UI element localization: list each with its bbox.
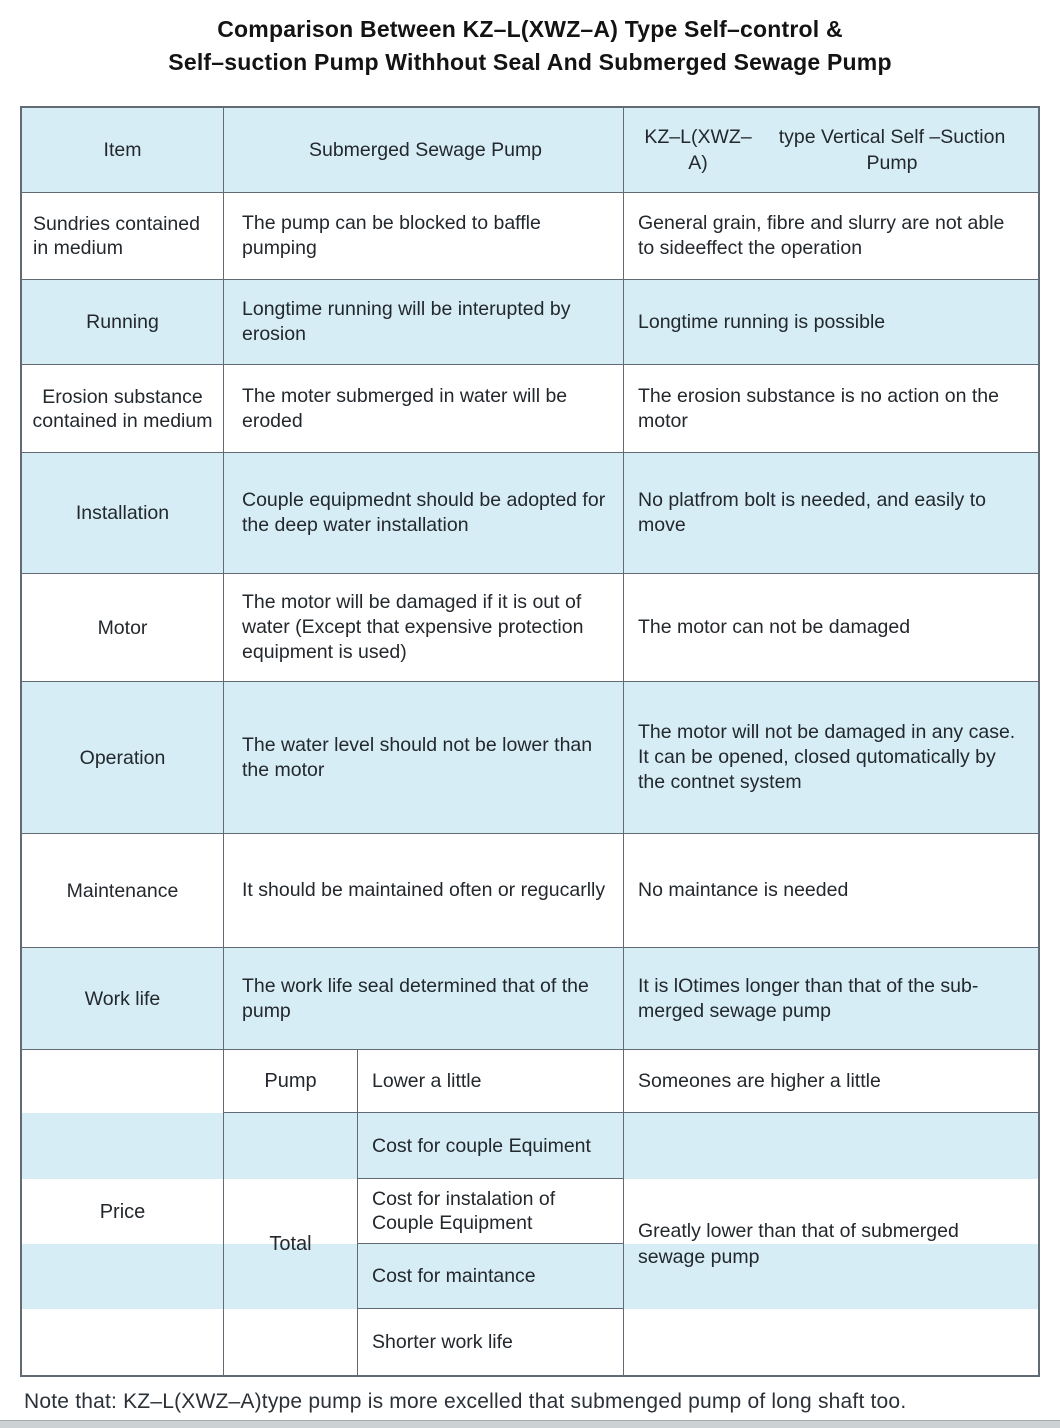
- table-body: [22, 192, 1038, 1049]
- price-kzl-total-text: Greatly lower than that of submerged sewage pump: [638, 1220, 959, 1268]
- table-row: [22, 681, 1038, 833]
- price-kzl-total-cell: [624, 1113, 1038, 1375]
- table-row: [22, 573, 1038, 681]
- table-row: [22, 192, 1038, 279]
- header-kzl-line1: KZ–L(XWZ–A): [644, 126, 752, 174]
- table-header-row: [22, 108, 1038, 192]
- row-submerged-cell: The moter submerged in water will be eroded: [224, 365, 624, 452]
- row-submerged-cell: The pump can be blocked to baffle pumping: [224, 193, 624, 279]
- header-submerged-pump: Submerged Sewage Pump: [224, 108, 624, 192]
- pump-label-cell: Pump: [224, 1050, 357, 1113]
- price-section: [22, 1049, 1038, 1375]
- row-item-label: Work life: [22, 948, 224, 1049]
- row-kzl-cell: It is lOtimes longer than that of the sub-merged sewage pump: [638, 974, 979, 1022]
- table-row: [22, 947, 1038, 1049]
- row-item-label: Erosion substance contained in medium: [22, 365, 224, 452]
- row-item-label: Installation: [22, 453, 224, 573]
- title-line-2: Self–suction Pump Withhout Seal And Submerged Sewage Pump: [168, 49, 892, 75]
- price-item-work-life: Shorter work life: [372, 1331, 513, 1353]
- row-kzl-cell: Longtime running is possible: [638, 310, 886, 333]
- table-row: [22, 279, 1038, 364]
- row-kzl-cell: General grain, fibre and slurry are not able to sideeffect the operation: [638, 212, 1005, 259]
- row-submerged-cell: It should be maintained often or regucarlly: [224, 834, 624, 947]
- row-item-label: Motor: [22, 574, 224, 681]
- page-title: [0, 0, 1060, 79]
- row-item-label: Sundries contained in medium: [22, 193, 224, 279]
- price-items-column: [358, 1050, 624, 1375]
- table-row: [22, 833, 1038, 947]
- price-kzl-column: [624, 1050, 1038, 1375]
- row-submerged-cell: Couple equipmednt should be adopted for the deep water installation: [224, 453, 624, 573]
- row-kzl-cell: The motor can not be damaged: [638, 616, 911, 638]
- price-item-maintenance: Cost for maintance: [358, 1244, 623, 1309]
- scan-bottom-edge: [0, 1420, 1060, 1428]
- price-item-installation: Cost for instalation of Couple Equipment: [358, 1179, 623, 1244]
- row-item-label: Running: [22, 280, 224, 364]
- header-kzl-line2: type Vertical Self –Suction Pump: [778, 126, 1006, 174]
- total-label: Total: [269, 1232, 312, 1255]
- total-label-cell: [224, 1113, 357, 1375]
- row-submerged-cell: The work life seal determined that of the pump: [224, 948, 624, 1049]
- price-item-pump-submerged: Lower a little: [358, 1050, 623, 1113]
- row-item-label: Operation: [22, 682, 224, 833]
- table-row: [22, 364, 1038, 452]
- row-submerged-cell: Longtime running will be interupted by erosion: [224, 280, 624, 364]
- row-submerged-cell: The motor will be damaged if it is out of water (Except that expensive protection equipment is used): [224, 574, 624, 681]
- price-kzl-pump-cell: Someones are higher a little: [624, 1050, 1038, 1113]
- price-label-cell: [22, 1050, 224, 1375]
- price-label: Price: [99, 1201, 146, 1223]
- comparison-table: [20, 106, 1040, 1377]
- row-item-label: Maintenance: [22, 834, 224, 947]
- table-row: [22, 452, 1038, 573]
- row-kzl-cell: No platfrom bolt is needed, and easily to move: [638, 489, 986, 536]
- price-item-couple-equipment: Cost for couple Equiment: [358, 1113, 623, 1179]
- row-submerged-cell: The water level should not be lower than the motor: [224, 682, 624, 833]
- row-kzl-cell: The motor will not be damaged in any case. It can be opened, closed qutomatically by the contnet system: [638, 721, 1016, 793]
- row-kzl-cell: No maintance is needed: [638, 879, 849, 901]
- header-kzl-pump: [624, 108, 1038, 192]
- price-subcategory-column: [224, 1050, 358, 1375]
- title-line-1: Comparison Between KZ–L(XWZ–A) Type Self–control &: [217, 16, 843, 42]
- footnote: Note that: KZ–L(XWZ–A)type pump is more excelled that submenged pump of long shaft too.: [24, 1390, 907, 1413]
- header-item: Item: [22, 108, 224, 192]
- row-kzl-cell: The erosion substance is no action on the motor: [638, 384, 999, 432]
